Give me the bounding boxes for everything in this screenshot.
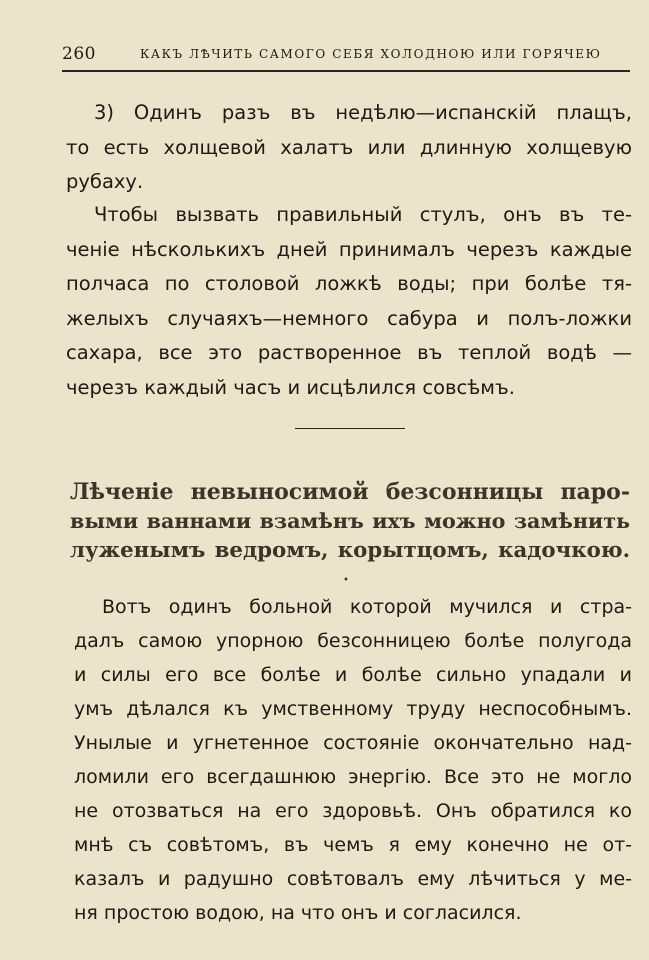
text-line: то есть холщевой халатъ или длинную холщевую — [66, 135, 632, 159]
text-line: сахара, все это растворенное въ теплой водѣ — — [66, 341, 632, 364]
text-line: рубаху. — [66, 170, 144, 193]
text-line: Вотъ одинъ больной которой мучился и стра- — [102, 596, 632, 618]
paragraph-3 — [74, 590, 632, 930]
heading-line: выми ваннами взамѣнъ ихъ можно замѣнить — [70, 509, 630, 533]
text-line: умъ дѣлался къ умственному труду неспособнымъ. — [74, 698, 632, 720]
text-line: черезъ каждый часъ и исцѣлился совсѣмъ. — [66, 375, 515, 399]
text-line: и силы его все болѣе и болѣе сильно упадали и — [74, 664, 632, 686]
page-header — [62, 44, 630, 70]
text-line: Унылые и угнетенное состояніе окончательно над- — [74, 732, 632, 754]
paragraph-2 — [66, 198, 632, 405]
text-line: мнѣ съ совѣтомъ, въ чемъ я ему конечно не от- — [74, 834, 632, 856]
text-line: Чтобы вызвать правильный стулъ, онъ въ те- — [94, 203, 632, 226]
heading-line: луженымъ ведромъ, корытцомъ, кадочкою. — [70, 538, 630, 563]
running-head: КАКЪ ЛѢЧИТЬ САМОГО СЕБЯ ХОЛОДНОЮ ИЛИ ГОРЯЧЕЮ — [140, 47, 602, 61]
text-line: не отозваться на его здоровьѣ. Онъ обратился ко — [74, 800, 632, 822]
text-line: желыхъ случаяхъ—немного сабура и полъ-ложки — [66, 306, 632, 330]
text-line: ломили его всегдашнюю энергію. Все это не могло — [74, 766, 632, 788]
ornament-dot: • — [343, 575, 349, 586]
heading-line: Лѣченіе невыносимой безсонницы паро- — [70, 479, 630, 505]
text-line: казалъ и радушно совѣтовалъ ему лѣчиться у ме- — [74, 868, 632, 890]
section-divider — [295, 428, 405, 429]
section-heading — [70, 478, 630, 565]
text-line: 3) Одинъ разъ въ недѣлю—испанскій плащъ, — [94, 101, 632, 124]
text-line: полчаса по столовой ложкѣ воды; при болѣе тя- — [66, 272, 632, 295]
text-line: ченіе нѣсколькихъ дней принималъ черезъ каждые — [66, 237, 632, 261]
text-line: ня простою водою, на что онъ и согласился. — [74, 902, 522, 924]
text-line: далъ самою упорною безсонницею болѣе полугода — [74, 630, 632, 652]
paragraph-1 — [66, 96, 632, 200]
page-number: 260 — [62, 44, 96, 64]
header-rule — [62, 70, 630, 72]
